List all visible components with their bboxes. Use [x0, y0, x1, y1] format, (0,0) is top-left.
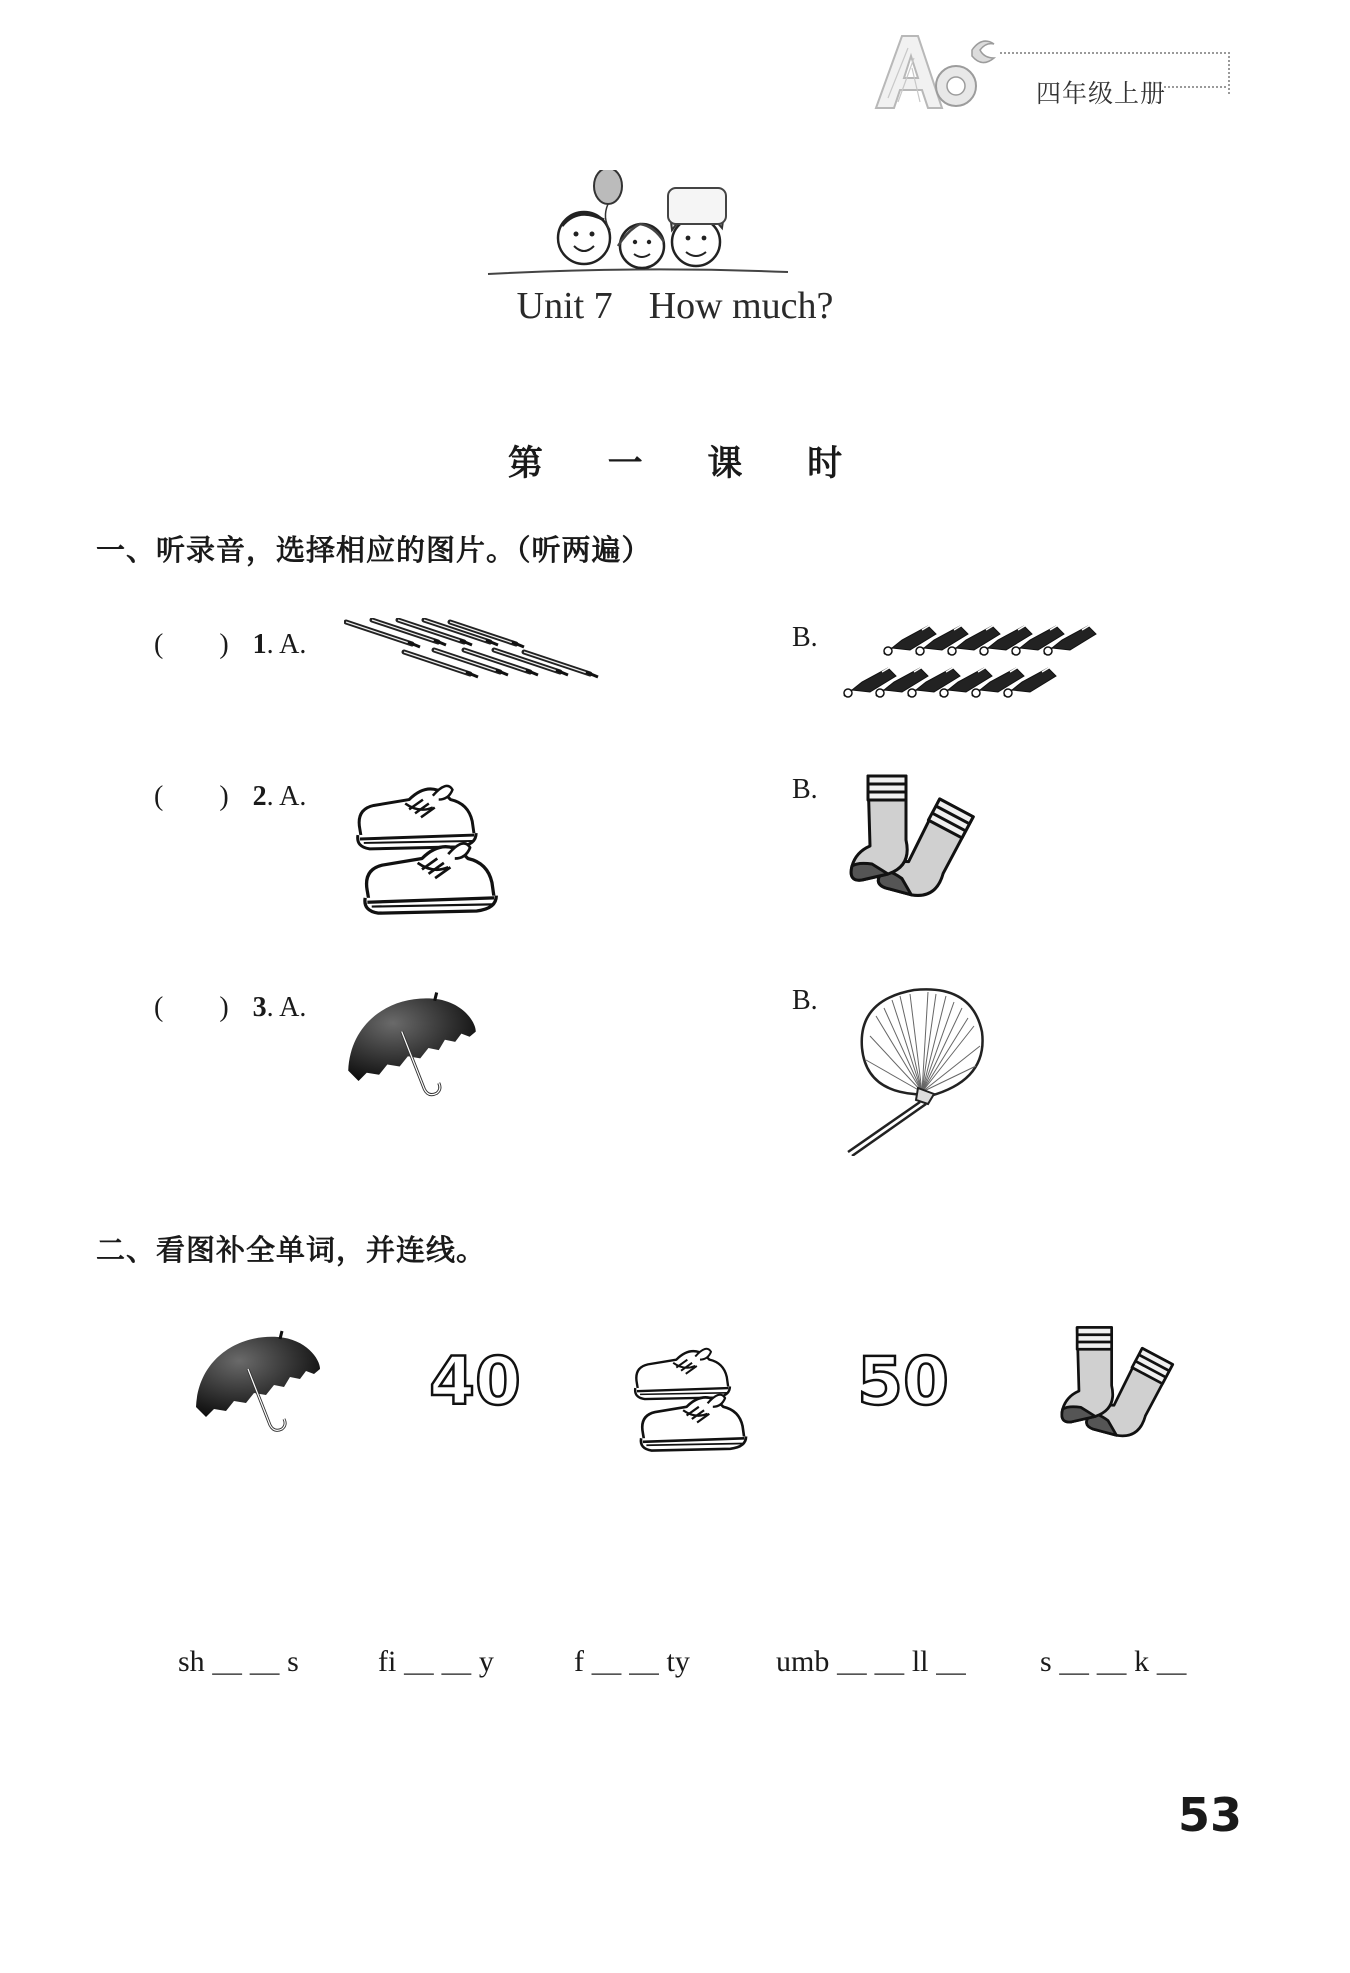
unit-title	[0, 284, 1350, 328]
word-blank-1[interactable]: sh ＿ ＿ s	[178, 1645, 299, 1678]
option-a-label: A.	[279, 781, 307, 812]
sneakers-icon	[340, 770, 510, 920]
word-blank-3[interactable]: f ＿ ＿ ty	[574, 1645, 690, 1678]
sneakers-icon	[628, 1336, 750, 1456]
socks-icon	[838, 770, 988, 900]
umbrella-icon	[188, 1320, 328, 1448]
hand-fan-icon	[836, 980, 996, 1156]
option-a-label: A.	[279, 629, 307, 660]
question-2: ( ) 2. A.	[154, 781, 307, 812]
answer-paren[interactable]: ( )	[154, 992, 229, 1023]
option-b-label: B.	[792, 622, 818, 653]
option-b-label: B.	[792, 774, 818, 805]
question-number: 1	[252, 629, 267, 660]
option-b-label: B.	[792, 985, 818, 1016]
number-50-icon	[848, 1340, 958, 1420]
answer-paren[interactable]: ( )	[154, 781, 229, 812]
question-number: 2	[252, 781, 267, 812]
pencils-icon	[344, 618, 604, 698]
number-40-text: 40	[429, 1343, 521, 1420]
grade-label: 四年级上册	[1036, 79, 1167, 108]
word-blank-5[interactable]: s ＿ ＿ k ＿	[1040, 1645, 1187, 1678]
grade-dotted-line	[1164, 86, 1226, 88]
question-number: 3	[252, 992, 267, 1023]
umbrella-icon	[340, 984, 484, 1110]
number-40-icon	[420, 1340, 530, 1420]
number-50-text: 50	[857, 1343, 949, 1420]
option-a-label: A.	[279, 992, 307, 1023]
unit-number: Unit 7	[516, 285, 613, 327]
word-blank-4[interactable]: umb ＿ ＿ ll ＿	[776, 1645, 967, 1678]
fountain-pens-icon	[838, 616, 1098, 706]
lesson-title: 第 一 课 时	[507, 444, 871, 483]
question-3: ( ) 3. A.	[154, 992, 307, 1023]
answer-paren[interactable]: ( )	[154, 629, 229, 660]
section-1-heading: 一、听录音，选择相应的图片。（听两遍）	[96, 533, 652, 567]
unit-heading: How much?	[648, 285, 834, 327]
abc-letters-logo-icon	[868, 28, 998, 114]
three-children-with-balloon-icon	[478, 170, 798, 280]
page-number: 53	[1178, 1788, 1243, 1842]
socks-icon	[1054, 1322, 1182, 1440]
word-blank-2[interactable]: fi ＿ ＿ y	[378, 1645, 494, 1678]
section-2-heading: 二、看图补全单词，并连线。	[96, 1233, 487, 1267]
question-1: ( ) 1. A.	[154, 629, 307, 660]
